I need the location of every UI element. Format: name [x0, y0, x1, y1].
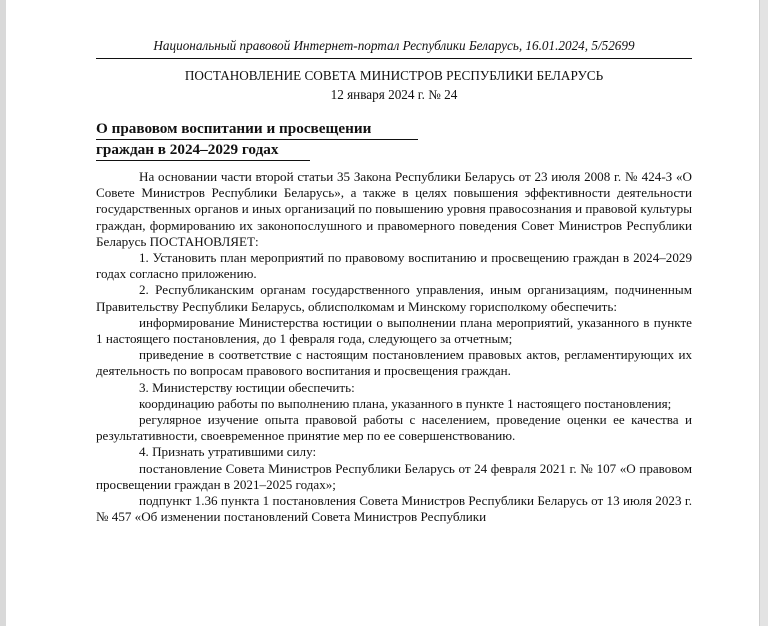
window-right-border — [759, 0, 768, 626]
clause-2-item-2: приведение в соответствие с настоящим постановлением правовых актов, регламентирующих их деятельность по вопросам правового воспитания и просвещения граждан. — [96, 347, 692, 379]
clause-2: 2. Республиканским органам государственного управления, иным организациям, подчиненным Правительству Республики Беларусь, облисполкомам и Минскому горисполкому обеспечить: — [96, 282, 692, 314]
clause-3-item-2: регулярное изучение опыта правовой работы с населением, проведение оценки ее качества и результативности, своевременное принятие мер по ее совершенствованию. — [96, 412, 692, 444]
document-page — [96, 0, 692, 626]
clause-4: 4. Признать утратившими силу: — [139, 444, 317, 460]
clause-2-item-1: информирование Министерства юстиции о выполнении плана мероприятий, указанного в пункте 1 настоящего постановления, до 1 февраля года, следующего за отчетным; — [96, 314, 692, 347]
header-rule — [96, 58, 692, 59]
document-body — [96, 169, 692, 525]
clause-4-item-1: постановление Совета Министров Республики Беларусь от 24 февраля 2021 г. № 107 «О правовом просвещении граждан в 2021–2025 годах»; — [96, 460, 692, 492]
heading-line-2: граждан в 2024–2029 годах — [96, 140, 310, 161]
portal-header: Национальный правовой Интернет-портал Республики Беларусь, 16.01.2024, 5/52699 — [153, 38, 635, 53]
window-left-border — [0, 0, 6, 626]
clause-4-item-2: подпункт 1.36 пункта 1 постановления Совета Министров Республики Беларусь от 13 июля 2023 г. № 457 «Об изменении постановлений Совета Министров Республики — [96, 493, 692, 525]
clause-3-item-1: координацию работы по выполнению плана, указанного в пункте 1 настоящего постановления; — [139, 395, 672, 411]
preamble-paragraph: На основании части второй статьи 35 Закона Республики Беларусь от 23 июля 2008 г. № 424-З «О Совете Министров Республики Беларусь», а также в целях повышения эффективности деятельности государственных органов и иных организаций по повышению уровня правосознания и правовой культуры граждан, формированию их законопослушного и правомерного поведения Совет Министров Республики Беларусь ПОСТАНОВЛЯЕТ: — [96, 169, 692, 249]
document-heading — [96, 119, 436, 161]
document-title: ПОСТАНОВЛЕНИЕ СОВЕТА МИНИСТРОВ РЕСПУБЛИКИ БЕЛАРУСЬ — [184, 68, 604, 83]
document-date: 12 января 2024 г. № 24 — [330, 87, 458, 102]
clause-3: 3. Министерству юстиции обеспечить: — [139, 379, 355, 395]
clause-1: 1. Установить план мероприятий по правовому воспитанию и просвещению граждан в 2024–2029 годах согласно приложению. — [96, 250, 692, 282]
heading-line-1: О правовом воспитании и просвещении — [96, 119, 418, 140]
